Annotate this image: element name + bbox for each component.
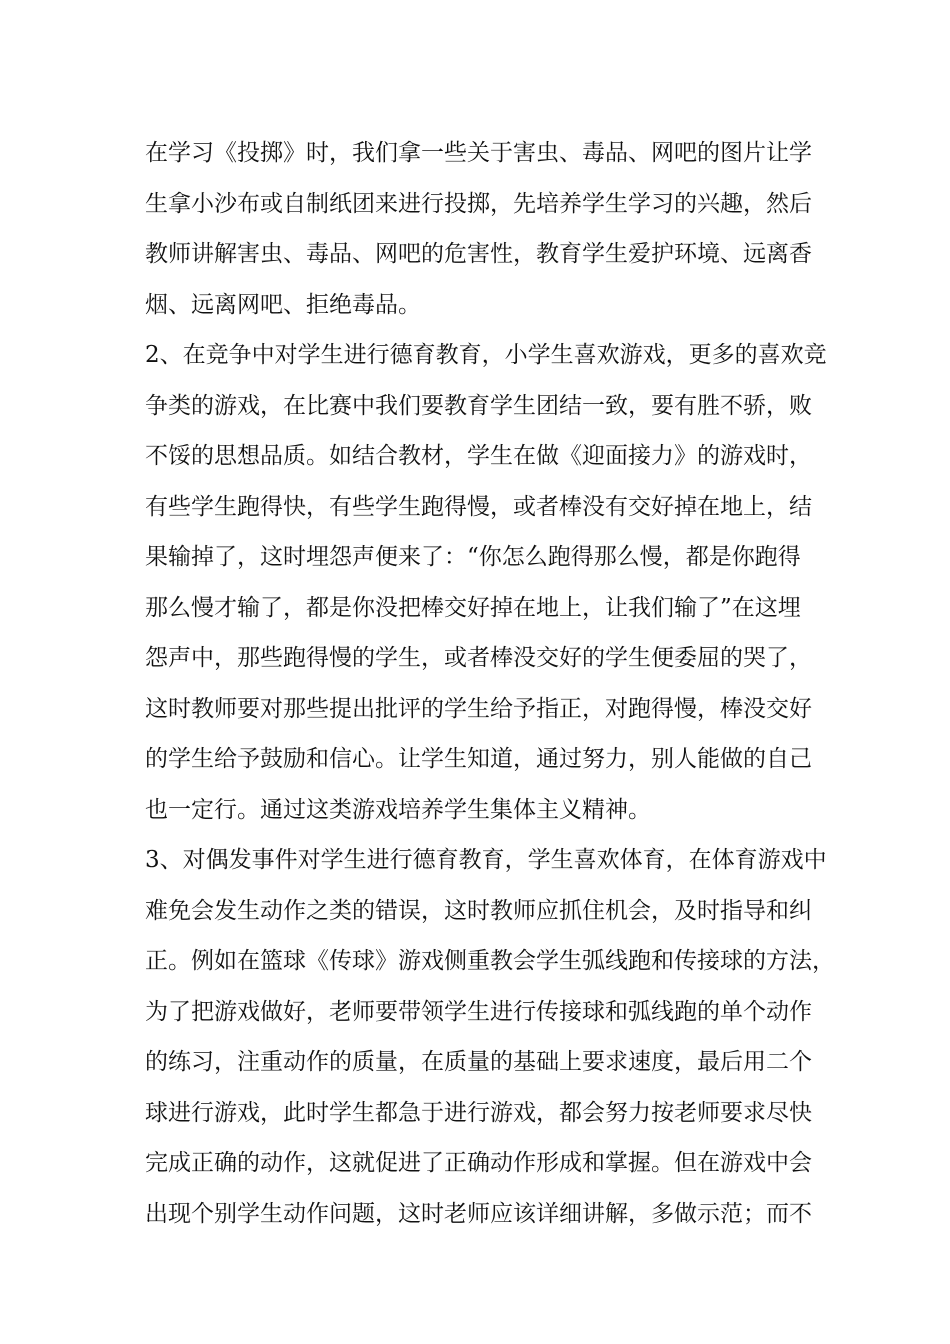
text-line: 争类的游戏，在比赛中我们要教育学生团结一致，要有胜不骄，败	[145, 392, 812, 419]
text-line: 在学习《投掷》时，我们拿一些关于害虫、毒品、网吧的图片让学	[145, 140, 812, 166]
text-line: 完成正确的动作，这就促进了正确动作形成和掌握。但在游戏中会	[145, 1150, 812, 1176]
text-line: 为了把游戏做好，老师要带领学生进行传接球和弧线跑的单个动作	[145, 998, 812, 1025]
body-text	[145, 128, 835, 1239]
text-line: 有些学生跑得快，有些学生跑得慢，或者棒没有交好掉在地上，结	[145, 493, 812, 520]
text-line: 这时教师要对那些提出批评的学生给予指正，对跑得慢，棒没交好	[145, 695, 812, 722]
text-line: 怨声中，那些跑得慢的学生，或者棒没交好的学生便委屈的哭了，	[145, 645, 812, 671]
text-line: 球进行游戏，此时学生都急于进行游戏，都会努力按老师要求尽快	[145, 1099, 812, 1126]
text-line: 果输掉了，这时埋怨声便来了：“你怎么跑得那么慢，都是你跑得	[145, 544, 801, 570]
text-line: 3、对偶发事件对学生进行德育教育，学生喜欢体育，在体育游戏中	[145, 847, 827, 873]
text-line: 出现个别学生动作问题，这时老师应该详细讲解，多做示范；而不	[145, 1200, 812, 1227]
text-line: 那么慢才输了，都是你没把棒交好掉在地上，让我们输了”在这埋	[145, 594, 801, 621]
text-line: 教师讲解害虫、毒品、网吧的危害性，教育学生爱护环境、远离香	[145, 241, 812, 267]
text-line: 2、在竞争中对学生进行德育教育，小学生喜欢游戏，更多的喜欢竞	[145, 342, 827, 368]
text-line: 正。例如在篮球《传球》游戏侧重教会学生弧线跑和传接球的方法，	[145, 948, 835, 974]
text-line: 烟、远离网吧、拒绝毒品。	[145, 291, 421, 318]
text-line: 生拿小沙布或自制纸团来进行投掷，先培养学生学习的兴趣，然后	[145, 190, 812, 217]
text-line: 也一定行。通过这类游戏培养学生集体主义精神。	[145, 796, 651, 823]
text-line: 的学生给予鼓励和信心。让学生知道，通过努力，别人能做的自己	[145, 746, 812, 772]
text-line: 难免会发生动作之类的错误，这时教师应抓住机会，及时指导和纠	[145, 897, 812, 924]
text-line: 不馁的思想品质。如结合教材，学生在做《迎面接力》的游戏时，	[145, 443, 812, 469]
text-line: 的练习，注重动作的质量，在质量的基础上要求速度，最后用二个	[145, 1049, 812, 1075]
